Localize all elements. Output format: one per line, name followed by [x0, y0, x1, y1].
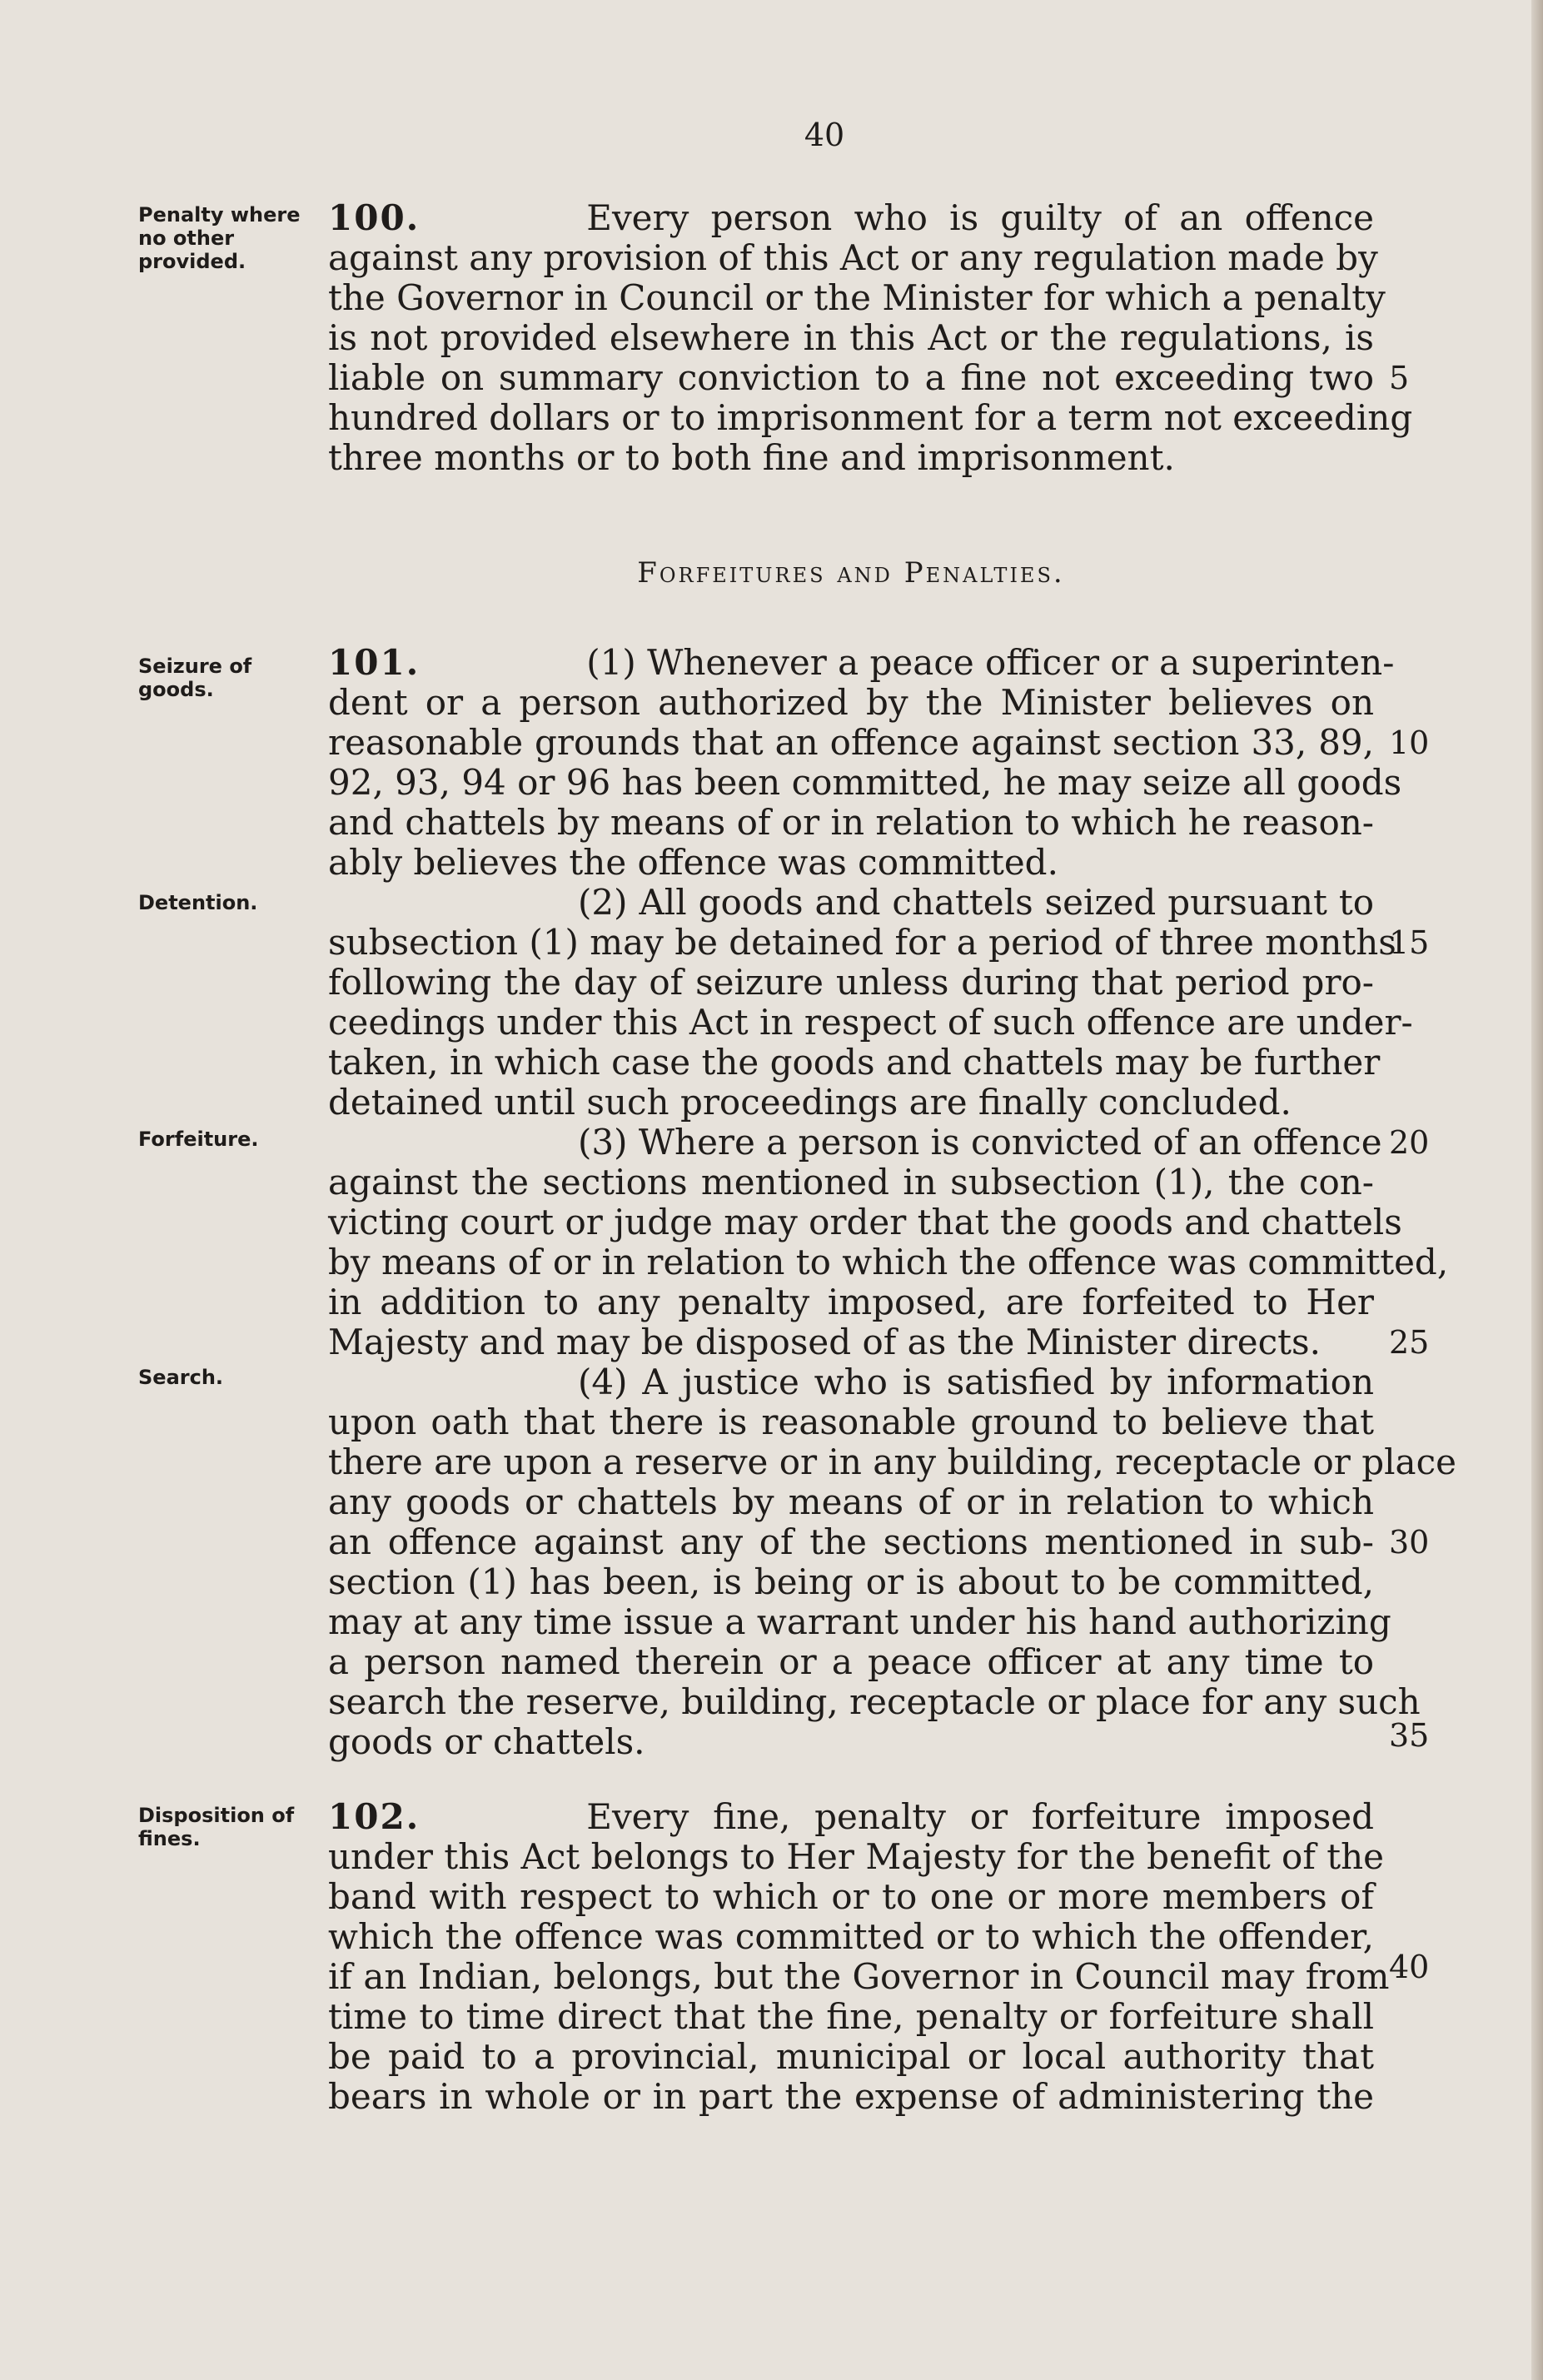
subsection-marker: (3)	[578, 1122, 628, 1163]
text-line: following the day of seizure unless during that period pro-	[328, 962, 1374, 1003]
text-line: 101. (1) Whenever a peace officer or a superinten-	[328, 642, 1395, 683]
line-number: 35	[1389, 1717, 1430, 1754]
text-line: under this Act belongs to Her Majesty for the benefit of the	[328, 1836, 1385, 1877]
margin-note-seizure: Seizure of goods.	[138, 655, 252, 701]
text-line: (4) A justice who is satisfied by information	[578, 1362, 1374, 1402]
subsection-marker: (4)	[578, 1362, 628, 1402]
margin-note-penalty: Penalty where no other provided.	[138, 203, 301, 273]
text-line: ceedings under this Act in respect of such offence are under-	[328, 1002, 1413, 1043]
text-line: in addition to any penalty imposed, are forfeited to Her	[328, 1282, 1374, 1322]
page-edge	[1531, 0, 1543, 2380]
text-line: section (1) has been, is being or is about to be committed,	[328, 1561, 1374, 1602]
line-number: 5	[1389, 360, 1410, 396]
text-line: band with respect to which or to one or more members of	[328, 1876, 1374, 1917]
line-number: 10	[1389, 724, 1430, 761]
text-line: any goods or chattels by means of or in relation to which	[328, 1481, 1374, 1522]
text-line: time to time direct that the fine, penalty or forfeiture shall	[328, 1996, 1374, 2037]
text-line: a person named therein or a peace officer at any time to	[328, 1641, 1374, 1682]
text-line: bears in whole or in part the expense of administering the	[328, 2076, 1374, 2117]
text-line: subsection (1) may be detained for a period of three months	[328, 922, 1396, 963]
text-line: detained until such proceedings are finally concluded.	[328, 1082, 1292, 1123]
text-line: (2) All goods and chattels seized pursuant to	[578, 882, 1374, 923]
text-line: and chattels by means of or in relation to which he reason-	[328, 802, 1374, 843]
line-number: 20	[1389, 1124, 1430, 1161]
text-line: by means of or in relation to which the offence was committed,	[328, 1242, 1449, 1282]
text-line: dent or a person authorized by the Minister believes on	[328, 682, 1374, 723]
text-line: reasonable grounds that an offence against section 33, 89,	[328, 722, 1374, 763]
section-heading: Forfeitures and Penalties.	[637, 556, 1065, 590]
text-line: three months or to both fine and imprisonment.	[328, 437, 1175, 478]
text-line: if an Indian, belongs, but the Governor in Council may from	[328, 1956, 1390, 1997]
text-line: is not provided elsewhere in this Act or the regulations, is	[328, 317, 1374, 358]
text-line: search the reserve, building, receptacle or place for any such	[328, 1681, 1421, 1722]
margin-note-search: Search.	[138, 1366, 224, 1389]
text-line: liable on summary conviction to a fine not exceeding two	[328, 357, 1374, 398]
section-number: 102.	[328, 1796, 421, 1837]
margin-note-forfeiture: Forfeiture.	[138, 1128, 259, 1151]
page-number: 40	[804, 117, 845, 153]
text-line: be paid to a provincial, municipal or local authority that	[328, 2036, 1374, 2077]
line-number: 15	[1389, 924, 1430, 961]
text-line: 92, 93, 94 or 96 has been committed, he may seize all goods	[328, 762, 1402, 803]
margin-note-detention: Detention.	[138, 891, 258, 914]
line-number: 30	[1389, 1524, 1430, 1561]
text-line: 100. Every person who is guilty of an offence	[328, 197, 1374, 238]
text-line: the Governor in Council or the Minister for which a penalty	[328, 277, 1386, 318]
subsection-marker: (1)	[586, 642, 636, 683]
text-line: goods or chattels.	[328, 1721, 645, 1762]
text-line: there are upon a reserve or in any building, receptacle or place	[328, 1441, 1456, 1482]
text-line: (3) Where a person is convicted of an offence	[578, 1122, 1382, 1163]
text-line: which the offence was committed or to which the offender,	[328, 1916, 1374, 1957]
text-line: may at any time issue a warrant under his hand authorizing	[328, 1601, 1391, 1642]
section-number: 100.	[328, 197, 421, 238]
text-line: taken, in which case the goods and chattels may be further	[328, 1042, 1381, 1083]
text-line: ably believes the offence was committed.	[328, 842, 1058, 883]
text-line: upon oath that there is reasonable ground to believe that	[328, 1402, 1374, 1442]
text-line: against any provision of this Act or any regulation made by	[328, 237, 1378, 278]
text-line: against the sections mentioned in subsection (1), the con-	[328, 1162, 1374, 1202]
section-number: 101.	[328, 642, 421, 683]
text-line: hundred dollars or to imprisonment for a term not exceeding	[328, 397, 1413, 438]
text-line: Majesty and may be disposed of as the Minister directs.	[328, 1322, 1321, 1362]
text-line: 102. Every fine, penalty or forfeiture imposed	[328, 1796, 1374, 1837]
line-number: 40	[1389, 1949, 1430, 1985]
margin-note-disposition: Disposition of fines.	[138, 1804, 295, 1850]
subsection-marker: (2)	[578, 882, 628, 923]
text-line: an offence against any of the sections mentioned in sub-	[328, 1521, 1374, 1562]
text-line: victing court or judge may order that the goods and chattels	[328, 1202, 1402, 1242]
line-number: 25	[1389, 1324, 1430, 1361]
